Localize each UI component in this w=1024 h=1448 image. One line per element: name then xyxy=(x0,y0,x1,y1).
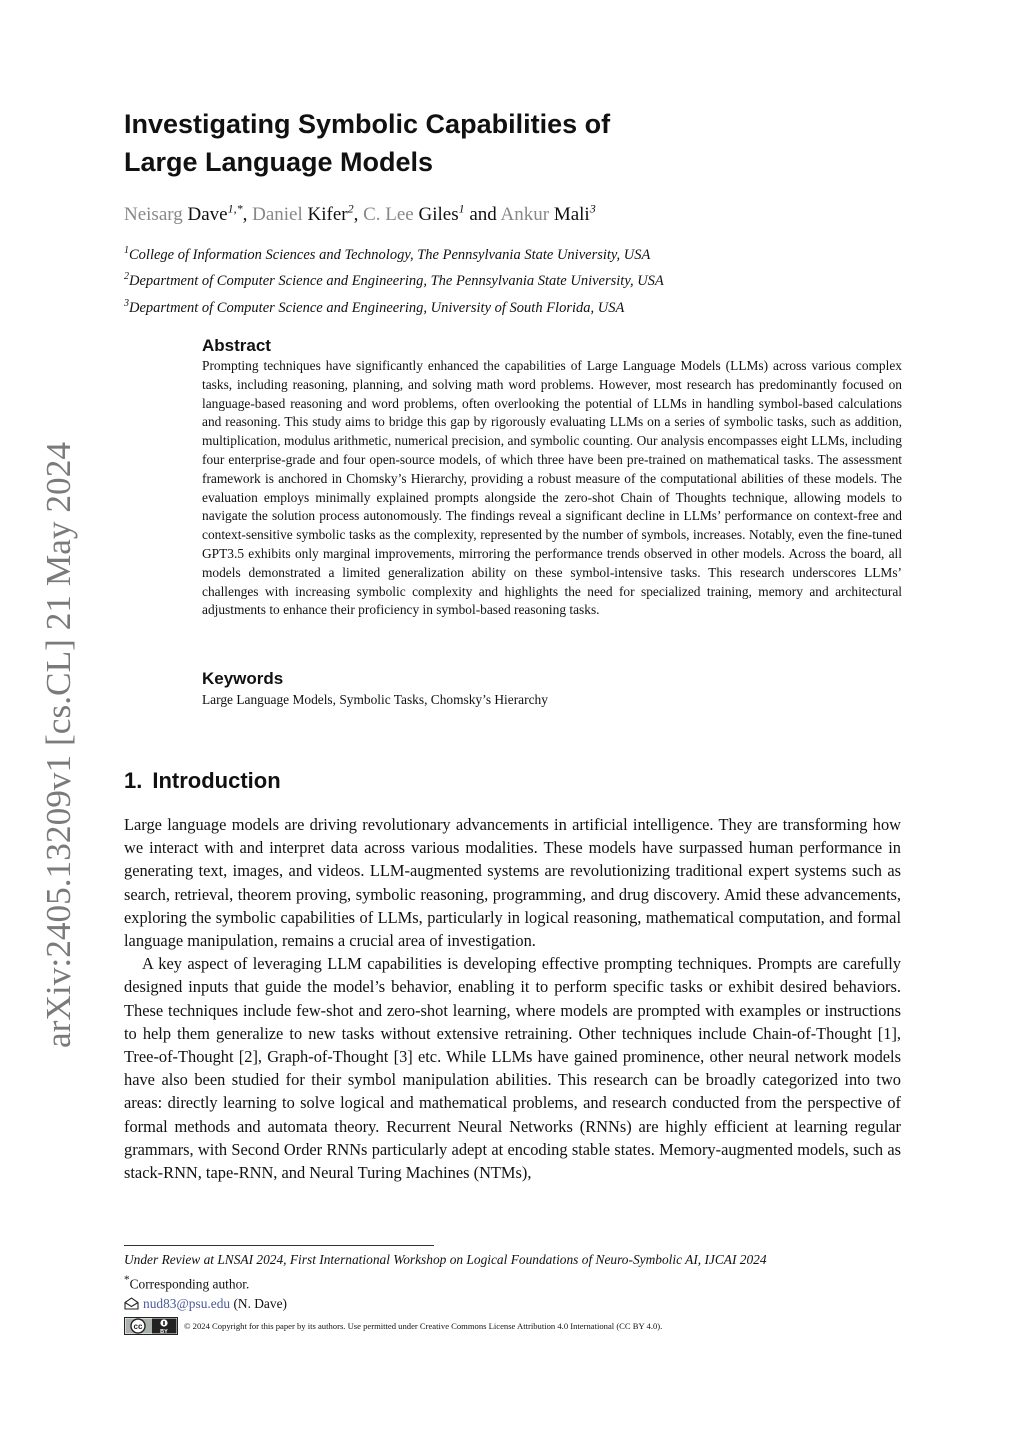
author-affil-mark: 2 xyxy=(347,202,354,216)
author-separator: , xyxy=(353,204,364,226)
author xyxy=(124,204,252,225)
abstract-text: Prompting techniques have significantly enhanced the capabilities of Large Language Models (LLMs) across various complex tasks, including reasoning, planning, and solving math word problems. However, most research has predominantly focused on language-based reasoning and word problems, often overlooking the potential of LLMs in handling symbol-based calculations and reasoning. This study aims to bridge this gap by rigorously evaluating LLMs on a series of symbolic tasks, such as addition, multiplication, modulus arithmetic, numerical precision, and symbolic counting. Our analysis encompasses eight LLMs, including four enterprise-grade and four open-source models, of which three have been pre-trained on mathematical tasks. The assessment framework is anchored in Chomsky’s Hierarchy, providing a robust measure of the computational abilities of these models. The evaluation employs minimally explained prompts alongside the zero-shot Chain of Thoughts technique, allowing models to navigate the solution process autonomously. The findings reveal a significant decline in LLMs’ performance on context-free and context-sensitive symbolic tasks as the complexity, represented by the number of symbols, increases. Notably, even the fine-tuned GPT3.5 exhibits only marginal improvements, mirroring the performance trends observed in other models. Across the board, all models demonstrated a limited generalization ability on these symbol-intensive tasks. This research underscores LLMs’ challenges with increasing symbolic complexity and highlights the need for specialized training, memory and architectural adjustments to enhance their proficiency in symbol-based reasoning tasks. xyxy=(202,358,902,618)
section-number: 1. xyxy=(124,768,143,793)
author xyxy=(363,204,500,225)
author-first-name: C. Lee xyxy=(363,204,414,226)
author-separator: and xyxy=(464,204,501,226)
introduction-heading xyxy=(124,766,281,796)
arxiv-id-text: arXiv:2405.13209v1 [cs.CL] 21 May 2024 xyxy=(39,447,78,1048)
corresponding-note xyxy=(124,1270,904,1294)
affiliation-mark: 2 xyxy=(124,271,129,283)
keywords-text: Large Language Models, Symbolic Tasks, Chomsky’s Hierarchy xyxy=(202,692,548,707)
abstract-heading: Abstract xyxy=(202,336,271,355)
author-first-name: Daniel xyxy=(252,204,303,226)
affiliation xyxy=(124,266,664,292)
paper-title xyxy=(124,105,904,181)
body-paragraph: Large language models are driving revolutionary advancements in artificial intelligence. They are transforming how we interact with and interpret data across various modalities. These models have surpassed human performance in generating text, images, and videos. LLM-augmented systems are revolutionizing traditional expert systems such as search, retrieval, theorem proving, symbolic reasoning, programming, and drug discovery. Amid these advancements, exploring the symbolic capabilities of LLMs, particularly in logical reasoning, mathematical computation, and formal language manipulation, remains a crucial area of investigation. xyxy=(124,815,901,951)
envelope-icon-svg xyxy=(124,1297,139,1310)
affiliation-text: Department of Computer Science and Engineering, The Pennsylvania State University, USA xyxy=(129,273,664,290)
paper-title-line-1: Investigating Symbolic Capabilities of xyxy=(124,109,611,139)
envelope-icon xyxy=(124,1296,139,1316)
affiliation-text: Department of Computer Science and Engineering, University of South Florida, USA xyxy=(129,299,625,316)
author-affil-mark: 1,* xyxy=(227,202,243,216)
corresponding-mark: * xyxy=(124,1274,130,1286)
license-row xyxy=(124,1317,904,1335)
cc-by-badge-icon[interactable] xyxy=(124,1317,178,1335)
paper-title-line-2: Large Language Models xyxy=(124,147,434,177)
section-title: Introduction xyxy=(152,768,281,793)
author xyxy=(252,204,363,225)
by-label: BY xyxy=(160,1329,168,1336)
arxiv-sidebar-stamp xyxy=(12,440,82,1050)
body-paragraph: A key aspect of leveraging LLM capabilities is developing effective prompting techniques. Prompts are carefully designed inputs that guide the model’s behavior, enabling it to perform specific tasks or exhibit desired behaviors. These techniques include few-shot and zero-shot learning, where models are prompted with examples or instructions to help them generalize to new tasks without extensive retraining. Other techniques include Chain-of-Thought [1], Tree-of-Thought [2], Graph-of-Thought [3] etc. While LLMs have gained prominence, other neural network models have also been studied for their symbol manipulation abilities. This research can be broadly categorized into two areas: directly learning to solve logical and mathematical problems, and research conducted from the perspective of formal methods and automata theory. Recurrent Neural Networks (RNNs) are highly efficient at learning regular grammars, with Second Order RNNs particularly adept at encoding stable states. Memory-augmented models, such as stack-RNN, tape-RNN, and Neural Turing Machines (NTMs), xyxy=(124,954,901,1183)
venue-note: Under Review at LNSAI 2024, First International Workshop on Logical Foundations of Neuro-Symbolic AI, IJCAI 2024 xyxy=(124,1252,767,1267)
affiliation-mark: 1 xyxy=(124,245,129,256)
keywords-heading: Keywords xyxy=(202,669,284,688)
cc-label: cc xyxy=(133,1322,143,1332)
affiliation-list xyxy=(124,240,664,319)
email-link[interactable]: nud83@psu.edu xyxy=(143,1296,231,1312)
affiliation xyxy=(124,293,664,319)
affiliation xyxy=(124,240,664,266)
cc-by-badge-svg xyxy=(124,1317,178,1335)
author-first-name: Ankur xyxy=(500,204,550,226)
author-first-name: Neisarg xyxy=(124,204,183,226)
author-last-name: Dave xyxy=(187,204,228,226)
email-owner: (N. Dave) xyxy=(230,1296,287,1312)
author-last-name: Giles xyxy=(418,204,459,226)
footnotes xyxy=(124,1245,904,1335)
copyright-text: © 2024 Copyright for this paper by its authors. Use permitted under Creative Commons License Attribution 4.0 International (CC BY 4.0). xyxy=(184,1321,663,1332)
affiliation-mark: 3 xyxy=(124,297,129,309)
author xyxy=(501,204,596,225)
keywords-section xyxy=(202,668,902,710)
author-list xyxy=(124,197,596,227)
abstract-section xyxy=(202,335,902,620)
email-note xyxy=(124,1294,904,1316)
affiliation-text: College of Information Sciences and Technology, The Pennsylvania State University, USA xyxy=(129,246,651,263)
author-affil-mark: 3 xyxy=(589,202,596,216)
author-last-name: Kifer xyxy=(307,204,348,226)
footnote-rule xyxy=(124,1245,434,1246)
introduction-body xyxy=(124,813,901,1184)
arxiv-sidebar-svg xyxy=(12,440,82,1050)
author-separator: , xyxy=(242,204,253,226)
corresponding-text: Corresponding author. xyxy=(129,1276,250,1292)
author-affil-mark: 1 xyxy=(458,202,465,216)
author-last-name: Mali xyxy=(553,204,590,226)
